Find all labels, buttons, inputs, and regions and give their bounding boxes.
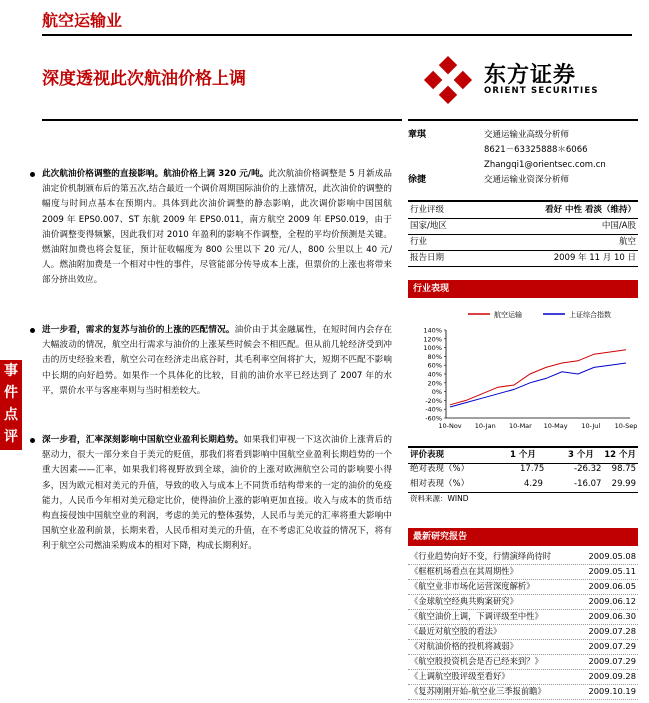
source-note: 资料来源：WIND [410,494,469,503]
paragraph-1 [42,167,392,289]
series-line [450,363,626,407]
perf-header-cell: 12 个月 [604,450,636,460]
rating-label: 报告日期 [410,253,445,263]
x-tick-label: 10-Mar [508,422,532,430]
research-item[interactable] [408,609,638,625]
section-header-research: 最新研究报告 [408,528,638,546]
legend-label: 上证综合指数 [569,311,611,319]
research-item[interactable] [408,579,638,595]
side-tab [0,360,22,450]
rating-row [408,234,638,251]
series-line [450,350,626,405]
research-item[interactable] [408,549,638,565]
side-tab-label: 事 件 点 评 [4,363,18,445]
research-title: 《复苏刚刚开始-航空业三季报前瞻》 [410,686,546,696]
performance-chart [408,300,638,435]
research-title: 《最近对航空股的看法》 [410,626,502,636]
research-item[interactable] [408,669,638,685]
rating-row [408,218,638,235]
y-tick-label: 80% [427,352,442,361]
analyst-name: 徐捷 [408,175,427,185]
research-date: 2009.05.11 [588,566,636,576]
research-item[interactable] [408,654,638,670]
rating-label: 行业 [410,237,428,247]
paragraph-text: 如果我们审视一下这次油价上涨背后的驱动力，很大一部分来自于美元的贬值，那我们将看到影响中国航空业盈利长期趋势的一个重大因素——汇率，如果我们将视野放到全球，油价的上涨对欧洲航空公司的影响要小得多，因为欧元相对美元的升值，导致的收入与成本上不同货币结构带来的一定的油价的免疫能力，人民币今年相对美元稳定比价，使得油价上涨的影响更加直接。收入与成本的货币结构直接侵蚀中国航空业的利润，考虑的美元的整体强势，人民币与美元的汇率将重大影响中国航空业盈利前景，长期来看，人民币相对美元的升值，在不考虑汇兑收益的情况下，将有利于航空公司燃油采购成本的相对下降，构成长期利好。 [42,435,392,552]
perf-cell: 相对表现（%） [410,479,470,489]
perf-cell: 17.75 [520,464,545,474]
x-tick-label: 10-Sep [614,422,638,430]
research-item[interactable] [408,639,638,655]
analyst-title: 交通运输业高级分析师 [484,130,570,140]
y-tick-label: 100% [423,344,442,353]
research-title: 《框框机场看点在其周期性》 [410,566,518,576]
research-date: 2009.06.30 [588,611,636,621]
perf-cell: -16.07 [574,479,602,489]
bullet-icon [30,172,35,177]
perf-header-cell: 3 个月 [568,450,594,460]
perf-header-cell: 1 个月 [510,450,536,460]
y-tick-label: 40% [427,370,442,379]
research-title: 《对航油价格的投机将减弱》 [410,641,518,651]
paragraph-text: 油价由于其金融属性，在短时间内会存在大幅波动的情况，航空出行需求与油价的上涨某些时候会不相匹配。但从前几轮经济受到冲击的历史经验来看，航空公司在经济走出底谷时，其毛利率空间将扩大，短期不匹配不影响中长期的向好趋势。如果作一个具体化的比较，目前的油价水平已经达到了 2007 年的水平，票价水平与客座率则与当时相差较大。 [42,325,392,396]
title-rule [42,119,402,121]
perf-header-cell: 评价表现 [410,450,445,460]
rating-value: 航空 [618,237,636,247]
perf-cell: 29.99 [611,479,636,489]
logo-cn: 东方证券 [484,63,577,88]
top-rule [42,34,632,36]
section-header-performance: 行业表现 [408,280,638,298]
rating-row [408,200,638,219]
orient-logo-icon [418,55,478,105]
x-tick-label: 10-Jan [474,422,496,430]
y-tick-label: 140% [423,326,442,335]
y-tick-label: 0% [431,388,442,397]
bullet-icon [30,438,35,443]
rating-value: 看好 中性 看淡（维持） [545,205,636,215]
research-title: 《航空股投资机会是否已经来到？》 [410,656,543,666]
x-tick-label: 10-Nov [438,422,462,430]
paragraph-lead: 此次航油价格调整的直接影响。航油价格上调 320 元/吨。 [42,169,269,179]
research-date: 2009.07.28 [588,626,636,636]
analyst-title: 交通运输业资深分析师 [484,175,570,185]
bullet-icon [30,328,35,333]
research-date: 2009.07.29 [588,641,636,651]
research-title: 《金球航空经典共购案研究》 [410,596,518,606]
perf-source [408,491,638,506]
perf-cell: -26.32 [574,464,602,474]
research-title: 《上调航空股评级至看好》 [410,671,510,681]
paragraph-2 [42,323,392,399]
research-item[interactable] [408,624,638,640]
y-tick-label: -60% [425,414,442,423]
research-date: 2009.10.19 [588,686,636,696]
rating-label: 行业评级 [410,205,445,215]
rating-label: 国家/地区 [410,221,447,231]
x-tick-label: 10-Jul [581,422,601,430]
paragraph-text: 此次航油价格调整是 5 月新成品油定价机制颁布后的第五次,结合最近一个调价周期国际油价的上涨情况，此次油价的调整的幅度与时间点基本在预期内。具体到此次油价调整的静态影响，此次调价影响中国国航 2009 年 EPS0.007、ST 东航 2009 年 EPS0.011，南方航空 2009 年 EPS0.019，由于油价调整变得频繁，因此我们对 2010 年盈利的影响不作调整，全程的平均价预测是关键。燃油附加费也将会复征，预计征收幅度为 800 公里以下 20 元/人，800 公里以上 40 元/人。燃油附加费是一个相对中性的事件，尽管能部分传导成本上涨，但票价的上涨也将带来部分挤出效应。 [42,169,393,286]
analyst-phone: 8621－63325888＊6066 [484,145,588,155]
paragraph-lead: 进一步看，需求的复苏与油价的上涨的匹配情况。 [42,325,235,335]
paragraph-lead: 深一步看，汇率深刻影响中国航空业盈利长期趋势。 [42,435,244,445]
industry-title: 航空运输业 [42,11,123,30]
rating-row [408,250,638,267]
research-title: 《航空业非市场化运营深度解析》 [410,581,535,591]
paragraph-3 [42,433,392,555]
y-tick-label: -20% [425,396,442,405]
rating-value: 中国/A股 [601,221,636,231]
y-tick-label: 120% [423,335,442,344]
research-title: 《行业趋势向好不变，行情演绎尚待时 [410,551,552,561]
research-date: 2009.06.05 [588,581,636,591]
y-tick-label: 20% [427,379,442,388]
y-tick-label: -40% [425,405,442,414]
research-item[interactable] [408,684,638,700]
logo-en: ORIENT SECURITIES [484,86,599,96]
y-tick-label: 60% [427,361,442,370]
research-date: 2009.07.29 [588,656,636,666]
rating-value: 2009 年 11 月 10 日 [553,253,636,263]
research-date: 2009.06.12 [588,596,636,606]
perf-cell: 4.29 [524,479,543,489]
research-date: 2009.09.28 [588,671,636,681]
x-tick-label: 10-May [543,422,568,430]
research-title: 《航空油价上调，下调评级至中性》 [410,611,543,621]
research-item[interactable] [408,594,638,610]
research-item[interactable] [408,564,638,580]
analyst-email[interactable]: Zhangqi1@orientsec.com.cn [484,160,606,170]
page-title: 深度透视此次航油价格上调 [42,69,246,89]
analyst-name: 章琪 [408,130,427,140]
perf-row [408,462,638,477]
logo-rule [408,119,638,121]
perf-cell: 98.75 [611,464,636,474]
research-date: 2009.05.08 [588,551,636,561]
rating-table [408,200,638,270]
perf-cell: 绝对表现（%） [410,464,470,474]
legend-label: 航空运输 [494,311,522,319]
